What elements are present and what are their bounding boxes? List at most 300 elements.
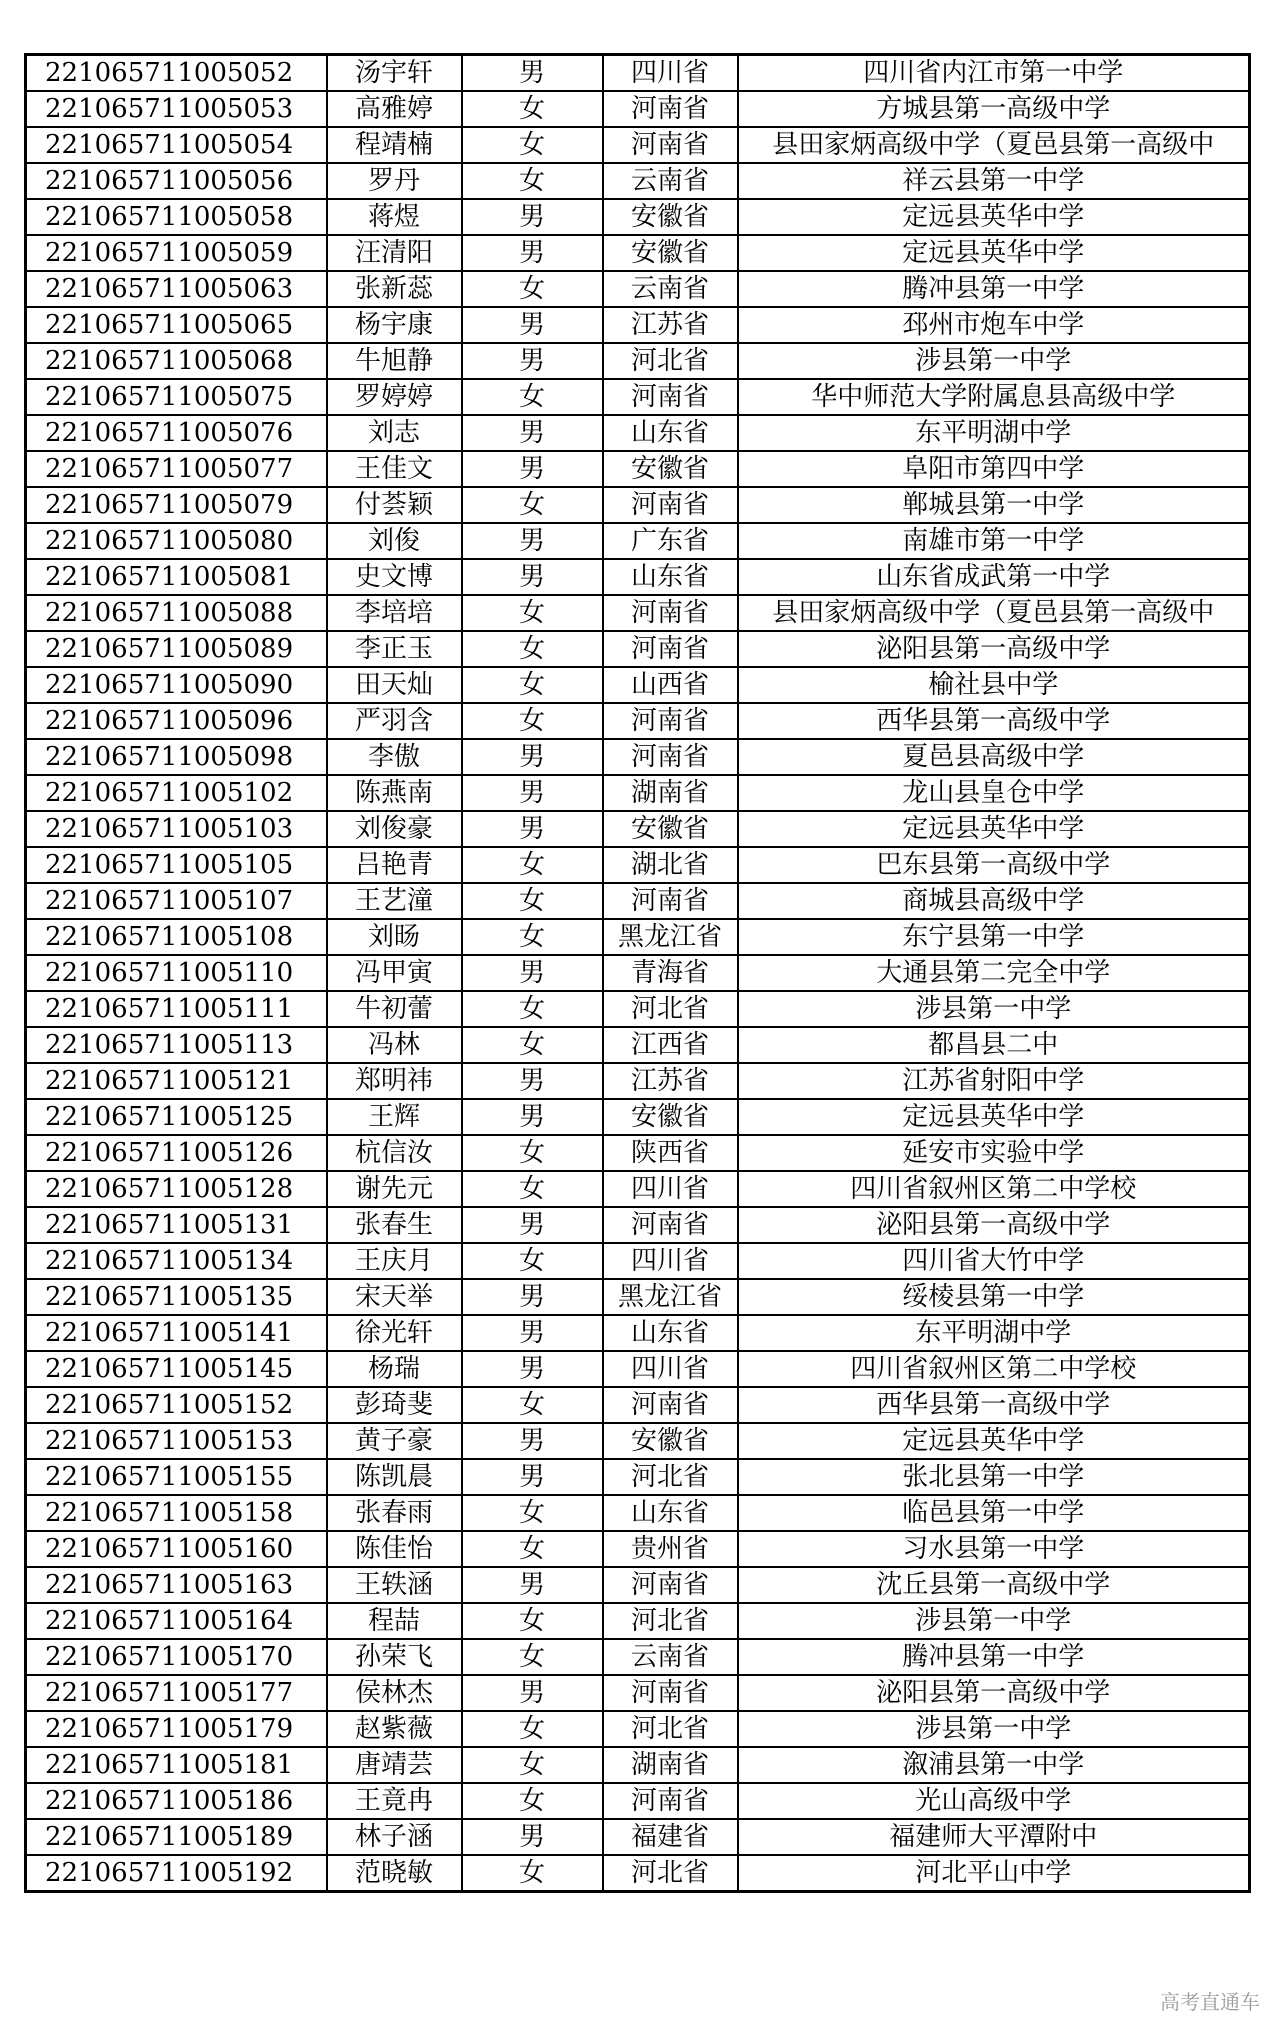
exam-id-cell: 221065711005153 — [26, 1423, 327, 1459]
name-cell: 张春雨 — [327, 1495, 462, 1531]
province-cell: 河南省 — [603, 487, 738, 523]
exam-id-cell: 221065711005186 — [26, 1783, 327, 1819]
table-row — [26, 55, 1250, 92]
name-cell: 汪清阳 — [327, 235, 462, 271]
name-cell: 孙荣飞 — [327, 1639, 462, 1675]
table-row — [26, 1279, 1250, 1315]
table-row — [26, 415, 1250, 451]
exam-id-cell: 221065711005179 — [26, 1711, 327, 1747]
name-cell: 牛旭静 — [327, 343, 462, 379]
school-cell: 东宁县第一中学 — [738, 919, 1250, 955]
school-cell: 县田家炳高级中学（夏邑县第一高级中 — [738, 595, 1250, 631]
table-row — [26, 1027, 1250, 1063]
student-list-table — [24, 53, 1251, 1893]
name-cell: 杨宇康 — [327, 307, 462, 343]
gender-cell: 女 — [462, 1855, 603, 1892]
gender-cell: 男 — [462, 415, 603, 451]
gender-cell: 男 — [462, 1819, 603, 1855]
gender-cell: 女 — [462, 1495, 603, 1531]
province-cell: 安徽省 — [603, 1423, 738, 1459]
exam-id-cell: 221065711005192 — [26, 1855, 327, 1892]
school-cell: 定远县英华中学 — [738, 199, 1250, 235]
province-cell: 湖南省 — [603, 775, 738, 811]
school-cell: 巴东县第一高级中学 — [738, 847, 1250, 883]
gender-cell: 男 — [462, 1423, 603, 1459]
gender-cell: 女 — [462, 1027, 603, 1063]
gender-cell: 女 — [462, 487, 603, 523]
gender-cell: 女 — [462, 991, 603, 1027]
school-cell: 西华县第一高级中学 — [738, 703, 1250, 739]
school-cell: 光山高级中学 — [738, 1783, 1250, 1819]
gender-cell: 女 — [462, 1747, 603, 1783]
exam-id-cell: 221065711005113 — [26, 1027, 327, 1063]
school-cell: 四川省内江市第一中学 — [738, 55, 1250, 92]
exam-id-cell: 221065711005096 — [26, 703, 327, 739]
name-cell: 唐靖芸 — [327, 1747, 462, 1783]
exam-id-cell: 221065711005052 — [26, 55, 327, 92]
gender-cell: 女 — [462, 1639, 603, 1675]
table-row — [26, 1063, 1250, 1099]
exam-id-cell: 221065711005128 — [26, 1171, 327, 1207]
school-cell: 四川省叙州区第二中学校 — [738, 1351, 1250, 1387]
province-cell: 陕西省 — [603, 1135, 738, 1171]
table-row — [26, 199, 1250, 235]
exam-id-cell: 221065711005135 — [26, 1279, 327, 1315]
table-row — [26, 1783, 1250, 1819]
gender-cell: 女 — [462, 1783, 603, 1819]
name-cell: 陈燕南 — [327, 775, 462, 811]
table-row — [26, 1459, 1250, 1495]
province-cell: 安徽省 — [603, 199, 738, 235]
school-cell: 方城县第一高级中学 — [738, 91, 1250, 127]
table-row — [26, 1567, 1250, 1603]
gender-cell: 女 — [462, 703, 603, 739]
name-cell: 宋天举 — [327, 1279, 462, 1315]
table-row — [26, 1351, 1250, 1387]
table-row — [26, 1135, 1250, 1171]
gender-cell: 男 — [462, 1063, 603, 1099]
exam-id-cell: 221065711005163 — [26, 1567, 327, 1603]
province-cell: 四川省 — [603, 55, 738, 92]
province-cell: 四川省 — [603, 1171, 738, 1207]
exam-id-cell: 221065711005131 — [26, 1207, 327, 1243]
province-cell: 河南省 — [603, 1567, 738, 1603]
exam-id-cell: 221065711005164 — [26, 1603, 327, 1639]
exam-id-cell: 221065711005068 — [26, 343, 327, 379]
table-row — [26, 379, 1250, 415]
gender-cell: 女 — [462, 1171, 603, 1207]
exam-id-cell: 221065711005058 — [26, 199, 327, 235]
exam-id-cell: 221065711005080 — [26, 523, 327, 559]
province-cell: 山东省 — [603, 1315, 738, 1351]
province-cell: 安徽省 — [603, 811, 738, 847]
name-cell: 王庆月 — [327, 1243, 462, 1279]
table-row — [26, 883, 1250, 919]
table-row — [26, 703, 1250, 739]
exam-id-cell: 221065711005076 — [26, 415, 327, 451]
exam-id-cell: 221065711005098 — [26, 739, 327, 775]
exam-id-cell: 221065711005126 — [26, 1135, 327, 1171]
name-cell: 罗丹 — [327, 163, 462, 199]
province-cell: 安徽省 — [603, 1099, 738, 1135]
school-cell: 四川省大竹中学 — [738, 1243, 1250, 1279]
exam-id-cell: 221065711005077 — [26, 451, 327, 487]
exam-id-cell: 221065711005121 — [26, 1063, 327, 1099]
gender-cell: 女 — [462, 163, 603, 199]
name-cell: 赵紫薇 — [327, 1711, 462, 1747]
table-row — [26, 847, 1250, 883]
name-cell: 张新蕊 — [327, 271, 462, 307]
name-cell: 郑明祎 — [327, 1063, 462, 1099]
province-cell: 山东省 — [603, 415, 738, 451]
school-cell: 县田家炳高级中学（夏邑县第一高级中 — [738, 127, 1250, 163]
name-cell: 范晓敏 — [327, 1855, 462, 1892]
province-cell: 河北省 — [603, 343, 738, 379]
name-cell: 张春生 — [327, 1207, 462, 1243]
exam-id-cell: 221065711005063 — [26, 271, 327, 307]
province-cell: 黑龙江省 — [603, 1279, 738, 1315]
school-cell: 夏邑县高级中学 — [738, 739, 1250, 775]
school-cell: 东平明湖中学 — [738, 1315, 1250, 1351]
gender-cell: 女 — [462, 1603, 603, 1639]
gender-cell: 男 — [462, 235, 603, 271]
province-cell: 安徽省 — [603, 235, 738, 271]
gender-cell: 男 — [462, 811, 603, 847]
table-row — [26, 163, 1250, 199]
school-cell: 山东省成武第一中学 — [738, 559, 1250, 595]
province-cell: 河南省 — [603, 1387, 738, 1423]
student-list-body — [26, 55, 1250, 1892]
province-cell: 河南省 — [603, 631, 738, 667]
school-cell: 四川省叙州区第二中学校 — [738, 1171, 1250, 1207]
province-cell: 河南省 — [603, 1783, 738, 1819]
name-cell: 刘旸 — [327, 919, 462, 955]
table-row — [26, 1243, 1250, 1279]
school-cell: 大通县第二完全中学 — [738, 955, 1250, 991]
school-cell: 都昌县二中 — [738, 1027, 1250, 1063]
table-row — [26, 559, 1250, 595]
gender-cell: 女 — [462, 1135, 603, 1171]
table-row — [26, 1171, 1250, 1207]
exam-id-cell: 221065711005053 — [26, 91, 327, 127]
exam-id-cell: 221065711005177 — [26, 1675, 327, 1711]
gender-cell: 女 — [462, 379, 603, 415]
gender-cell: 女 — [462, 631, 603, 667]
province-cell: 黑龙江省 — [603, 919, 738, 955]
table-row — [26, 991, 1250, 1027]
table-row — [26, 919, 1250, 955]
exam-id-cell: 221065711005088 — [26, 595, 327, 631]
exam-id-cell: 221065711005107 — [26, 883, 327, 919]
province-cell: 山东省 — [603, 559, 738, 595]
name-cell: 高雅婷 — [327, 91, 462, 127]
name-cell: 刘俊豪 — [327, 811, 462, 847]
name-cell: 黄子豪 — [327, 1423, 462, 1459]
exam-id-cell: 221065711005181 — [26, 1747, 327, 1783]
exam-id-cell: 221065711005111 — [26, 991, 327, 1027]
school-cell: 福建师大平潭附中 — [738, 1819, 1250, 1855]
name-cell: 王辉 — [327, 1099, 462, 1135]
school-cell: 东平明湖中学 — [738, 415, 1250, 451]
gender-cell: 男 — [462, 559, 603, 595]
table-row — [26, 1675, 1250, 1711]
province-cell: 河北省 — [603, 1855, 738, 1892]
school-cell: 定远县英华中学 — [738, 1423, 1250, 1459]
province-cell: 江苏省 — [603, 307, 738, 343]
school-cell: 腾冲县第一中学 — [738, 271, 1250, 307]
province-cell: 山西省 — [603, 667, 738, 703]
gender-cell: 男 — [462, 451, 603, 487]
province-cell: 云南省 — [603, 271, 738, 307]
table-row — [26, 1747, 1250, 1783]
province-cell: 青海省 — [603, 955, 738, 991]
school-cell: 定远县英华中学 — [738, 811, 1250, 847]
table-row — [26, 127, 1250, 163]
gender-cell: 女 — [462, 271, 603, 307]
name-cell: 李培培 — [327, 595, 462, 631]
name-cell: 吕艳青 — [327, 847, 462, 883]
school-cell: 临邑县第一中学 — [738, 1495, 1250, 1531]
province-cell: 广东省 — [603, 523, 738, 559]
name-cell: 陈凯晨 — [327, 1459, 462, 1495]
name-cell: 刘志 — [327, 415, 462, 451]
gender-cell: 男 — [462, 1099, 603, 1135]
school-cell: 腾冲县第一中学 — [738, 1639, 1250, 1675]
table-row — [26, 307, 1250, 343]
province-cell: 河北省 — [603, 1459, 738, 1495]
province-cell: 安徽省 — [603, 451, 738, 487]
province-cell: 河北省 — [603, 991, 738, 1027]
table-row — [26, 775, 1250, 811]
name-cell: 王佳文 — [327, 451, 462, 487]
school-cell: 龙山县皇仓中学 — [738, 775, 1250, 811]
gender-cell: 女 — [462, 883, 603, 919]
school-cell: 张北县第一中学 — [738, 1459, 1250, 1495]
name-cell: 彭琦斐 — [327, 1387, 462, 1423]
school-cell: 邳州市炮车中学 — [738, 307, 1250, 343]
exam-id-cell: 221065711005145 — [26, 1351, 327, 1387]
province-cell: 河南省 — [603, 1207, 738, 1243]
school-cell: 溆浦县第一中学 — [738, 1747, 1250, 1783]
school-cell: 延安市实验中学 — [738, 1135, 1250, 1171]
exam-id-cell: 221065711005158 — [26, 1495, 327, 1531]
school-cell: 西华县第一高级中学 — [738, 1387, 1250, 1423]
exam-id-cell: 221065711005075 — [26, 379, 327, 415]
province-cell: 江苏省 — [603, 1063, 738, 1099]
province-cell: 四川省 — [603, 1243, 738, 1279]
name-cell: 刘俊 — [327, 523, 462, 559]
table-row — [26, 487, 1250, 523]
gender-cell: 女 — [462, 1531, 603, 1567]
school-cell: 祥云县第一中学 — [738, 163, 1250, 199]
gender-cell: 男 — [462, 523, 603, 559]
gender-cell: 女 — [462, 1243, 603, 1279]
school-cell: 河北平山中学 — [738, 1855, 1250, 1892]
school-cell: 定远县英华中学 — [738, 235, 1250, 271]
table-row — [26, 1639, 1250, 1675]
table-row — [26, 1819, 1250, 1855]
table-row — [26, 235, 1250, 271]
name-cell: 蒋煜 — [327, 199, 462, 235]
exam-id-cell: 221065711005125 — [26, 1099, 327, 1135]
exam-id-cell: 221065711005152 — [26, 1387, 327, 1423]
gender-cell: 男 — [462, 1315, 603, 1351]
name-cell: 付荟颖 — [327, 487, 462, 523]
school-cell: 泌阳县第一高级中学 — [738, 1207, 1250, 1243]
province-cell: 河南省 — [603, 703, 738, 739]
gender-cell: 男 — [462, 739, 603, 775]
province-cell: 云南省 — [603, 1639, 738, 1675]
province-cell: 河南省 — [603, 127, 738, 163]
name-cell: 严羽含 — [327, 703, 462, 739]
gender-cell: 男 — [462, 199, 603, 235]
exam-id-cell: 221065711005065 — [26, 307, 327, 343]
table-row — [26, 631, 1250, 667]
exam-id-cell: 221065711005108 — [26, 919, 327, 955]
name-cell: 杨瑞 — [327, 1351, 462, 1387]
name-cell: 谢先元 — [327, 1171, 462, 1207]
exam-id-cell: 221065711005155 — [26, 1459, 327, 1495]
exam-id-cell: 221065711005079 — [26, 487, 327, 523]
table-row — [26, 523, 1250, 559]
exam-id-cell: 221065711005089 — [26, 631, 327, 667]
name-cell: 罗婷婷 — [327, 379, 462, 415]
table-row — [26, 1315, 1250, 1351]
province-cell: 江西省 — [603, 1027, 738, 1063]
gender-cell: 男 — [462, 55, 603, 92]
table-row — [26, 811, 1250, 847]
school-cell: 郸城县第一中学 — [738, 487, 1250, 523]
table-row — [26, 1207, 1250, 1243]
name-cell: 汤宇轩 — [327, 55, 462, 92]
gender-cell: 男 — [462, 1567, 603, 1603]
exam-id-cell: 221065711005102 — [26, 775, 327, 811]
table-row — [26, 595, 1250, 631]
province-cell: 河南省 — [603, 91, 738, 127]
exam-id-cell: 221065711005160 — [26, 1531, 327, 1567]
exam-id-cell: 221065711005090 — [26, 667, 327, 703]
gender-cell: 男 — [462, 1207, 603, 1243]
province-cell: 河南省 — [603, 595, 738, 631]
exam-id-cell: 221065711005054 — [26, 127, 327, 163]
name-cell: 冯林 — [327, 1027, 462, 1063]
school-cell: 习水县第一中学 — [738, 1531, 1250, 1567]
table-row — [26, 667, 1250, 703]
gender-cell: 女 — [462, 1711, 603, 1747]
school-cell: 南雄市第一中学 — [738, 523, 1250, 559]
name-cell: 冯甲寅 — [327, 955, 462, 991]
province-cell: 四川省 — [603, 1351, 738, 1387]
school-cell: 涉县第一中学 — [738, 343, 1250, 379]
table-row — [26, 451, 1250, 487]
name-cell: 陈佳怡 — [327, 1531, 462, 1567]
school-cell: 涉县第一中学 — [738, 1603, 1250, 1639]
exam-id-cell: 221065711005103 — [26, 811, 327, 847]
table-row — [26, 1711, 1250, 1747]
table-row — [26, 1099, 1250, 1135]
gender-cell: 女 — [462, 91, 603, 127]
name-cell: 王艺潼 — [327, 883, 462, 919]
gender-cell: 女 — [462, 667, 603, 703]
school-cell: 榆社县中学 — [738, 667, 1250, 703]
school-cell: 涉县第一中学 — [738, 1711, 1250, 1747]
province-cell: 山东省 — [603, 1495, 738, 1531]
table-row — [26, 1531, 1250, 1567]
name-cell: 程靖楠 — [327, 127, 462, 163]
school-cell: 涉县第一中学 — [738, 991, 1250, 1027]
gender-cell: 女 — [462, 1387, 603, 1423]
exam-id-cell: 221065711005189 — [26, 1819, 327, 1855]
name-cell: 侯林杰 — [327, 1675, 462, 1711]
name-cell: 程喆 — [327, 1603, 462, 1639]
table-row — [26, 91, 1250, 127]
table-row — [26, 1603, 1250, 1639]
gender-cell: 男 — [462, 1675, 603, 1711]
exam-id-cell: 221065711005081 — [26, 559, 327, 595]
name-cell: 王竟冉 — [327, 1783, 462, 1819]
table-row — [26, 271, 1250, 307]
gender-cell: 男 — [462, 1459, 603, 1495]
name-cell: 田天灿 — [327, 667, 462, 703]
exam-id-cell: 221065711005056 — [26, 163, 327, 199]
province-cell: 河南省 — [603, 883, 738, 919]
name-cell: 史文博 — [327, 559, 462, 595]
exam-id-cell: 221065711005141 — [26, 1315, 327, 1351]
school-cell: 泌阳县第一高级中学 — [738, 631, 1250, 667]
gender-cell: 男 — [462, 955, 603, 991]
gender-cell: 男 — [462, 775, 603, 811]
table-row — [26, 1855, 1250, 1892]
province-cell: 湖北省 — [603, 847, 738, 883]
province-cell: 湖南省 — [603, 1747, 738, 1783]
gender-cell: 男 — [462, 307, 603, 343]
province-cell: 河南省 — [603, 739, 738, 775]
province-cell: 河北省 — [603, 1603, 738, 1639]
exam-id-cell: 221065711005134 — [26, 1243, 327, 1279]
province-cell: 河南省 — [603, 1675, 738, 1711]
table-row — [26, 1387, 1250, 1423]
watermark-text: 高考直通车 — [1160, 1990, 1260, 2014]
table-row — [26, 739, 1250, 775]
gender-cell: 男 — [462, 1351, 603, 1387]
gender-cell: 男 — [462, 1279, 603, 1315]
province-cell: 云南省 — [603, 163, 738, 199]
school-cell: 定远县英华中学 — [738, 1099, 1250, 1135]
gender-cell: 男 — [462, 343, 603, 379]
exam-id-cell: 221065711005059 — [26, 235, 327, 271]
school-cell: 泌阳县第一高级中学 — [738, 1675, 1250, 1711]
school-cell: 商城县高级中学 — [738, 883, 1250, 919]
gender-cell: 女 — [462, 847, 603, 883]
gender-cell: 女 — [462, 127, 603, 163]
school-cell: 沈丘县第一高级中学 — [738, 1567, 1250, 1603]
province-cell: 河北省 — [603, 1711, 738, 1747]
province-cell: 福建省 — [603, 1819, 738, 1855]
exam-id-cell: 221065711005170 — [26, 1639, 327, 1675]
name-cell: 王轶涵 — [327, 1567, 462, 1603]
exam-id-cell: 221065711005105 — [26, 847, 327, 883]
name-cell: 林子涵 — [327, 1819, 462, 1855]
school-cell: 江苏省射阳中学 — [738, 1063, 1250, 1099]
gender-cell: 女 — [462, 595, 603, 631]
table-row — [26, 1423, 1250, 1459]
table-row — [26, 955, 1250, 991]
province-cell: 贵州省 — [603, 1531, 738, 1567]
school-cell: 华中师范大学附属息县高级中学 — [738, 379, 1250, 415]
school-cell: 绥棱县第一中学 — [738, 1279, 1250, 1315]
gender-cell: 女 — [462, 919, 603, 955]
school-cell: 阜阳市第四中学 — [738, 451, 1250, 487]
